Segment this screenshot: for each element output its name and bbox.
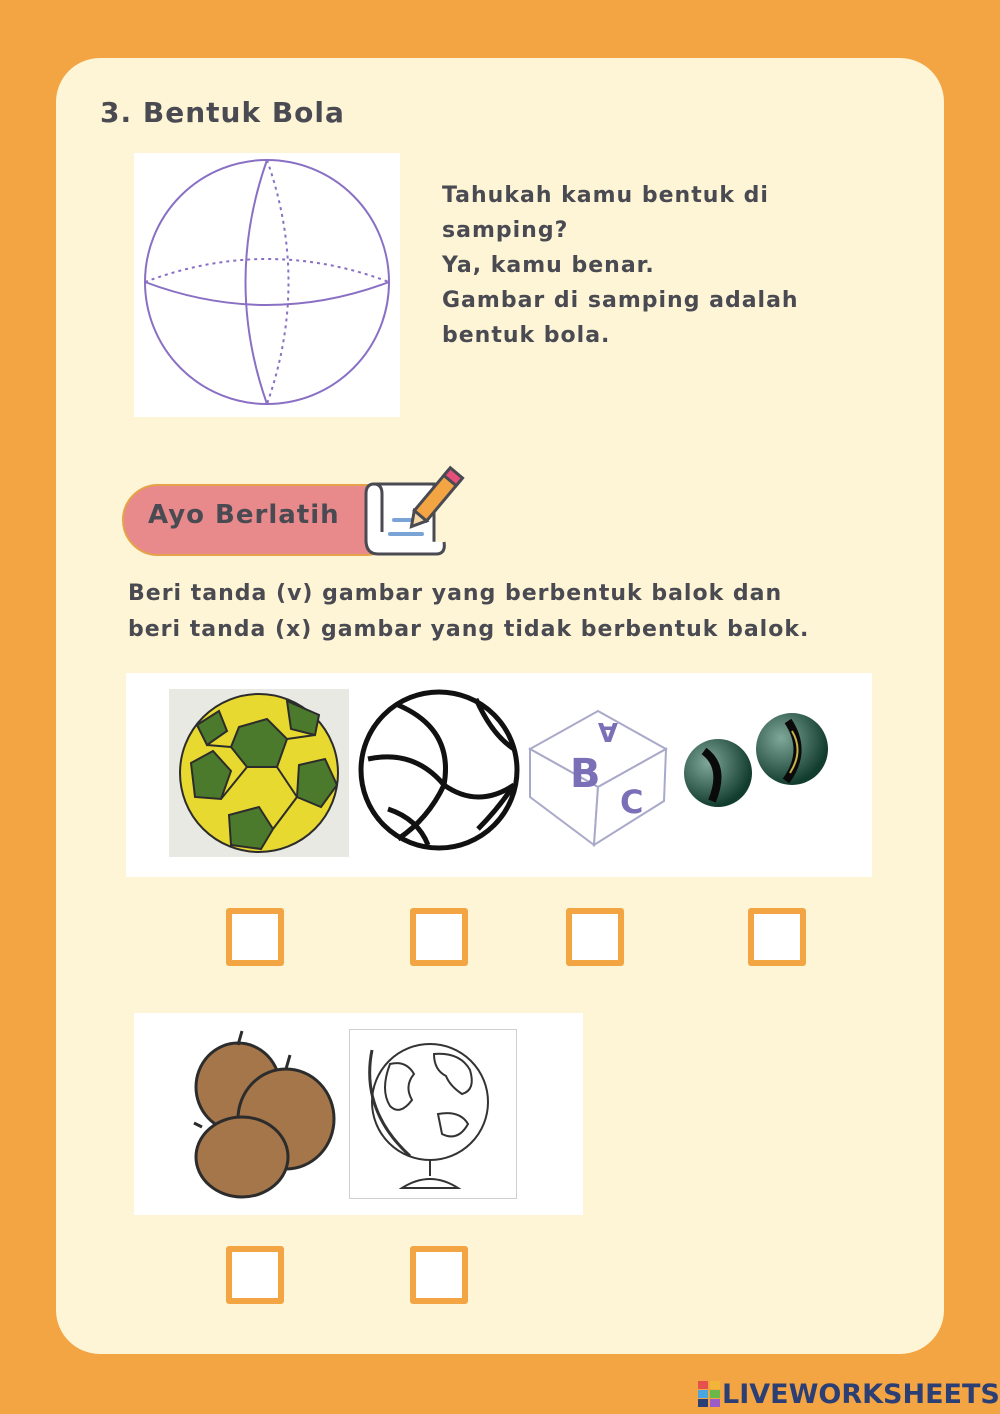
sphere-illustration: [134, 153, 400, 417]
fruits-icon: [190, 1027, 340, 1201]
intro-line: Tahukah kamu bentuk di: [442, 183, 769, 208]
soccer-ball-icon: [169, 689, 349, 857]
intro-line: bentuk bola.: [442, 323, 611, 348]
intro-text: [442, 178, 862, 353]
practice-label: Ayo Berlatih: [148, 500, 340, 530]
block-letter-c: C: [620, 783, 644, 821]
answer-checkbox-3[interactable]: [566, 908, 624, 966]
globe-icon: [349, 1029, 517, 1199]
answer-checkbox-6[interactable]: [410, 1246, 468, 1304]
picture-row-2: [134, 1013, 583, 1215]
instruction-line: beri tanda (x) gambar yang tidak berbentuk balok.: [128, 617, 810, 642]
liveworksheets-watermark: [696, 1376, 1000, 1412]
scroll-pencil-icon: [360, 462, 468, 564]
intro-line: samping?: [442, 218, 569, 243]
volleyball-icon: [358, 689, 520, 851]
abc-block-icon: [528, 709, 668, 847]
section-title: 3. Bentuk Bola: [100, 96, 345, 129]
instruction-text: [128, 576, 908, 648]
instruction-line: Beri tanda (v) gambar yang berbentuk balok dan: [128, 581, 783, 606]
intro-line: Gambar di samping adalah: [442, 288, 799, 313]
liveworksheets-logo-icon: [696, 1379, 722, 1409]
block-letter-a: A: [597, 716, 618, 746]
block-letter-b: B: [570, 751, 601, 797]
picture-row-1: [126, 673, 872, 877]
answer-checkbox-1[interactable]: [226, 908, 284, 966]
answer-checkbox-4[interactable]: [748, 908, 806, 966]
answer-checkbox-5[interactable]: [226, 1246, 284, 1304]
marbles-icon: [682, 711, 832, 811]
intro-line: Ya, kamu benar.: [442, 253, 655, 278]
watermark-text: LIVEWORKSHEETS: [722, 1378, 1000, 1410]
answer-checkbox-2[interactable]: [410, 908, 468, 966]
